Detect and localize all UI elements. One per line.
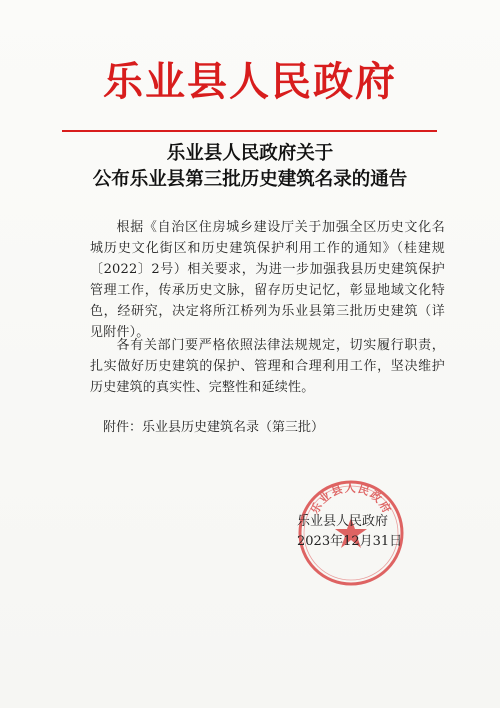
notice-title-line-2: 公布乐业县第三批历史建筑名录的通告	[92, 169, 408, 190]
signature-organization: 乐业县人民政府	[297, 514, 389, 529]
body-paragraph-1-text: 根据《自治区住房城乡建设厅关于加强全区历史文化名城历史文化街区和历史建筑保护利用工作的通知》（桂建规〔2022〕2号）相关要求，为进一步加强我县历史建筑保护管理工作，传承历史文脉，留存历史记忆，彰显地域文化特色，经研究，决定将所江桥列为乐业县第三批历史建筑（详见附件）。	[90, 220, 445, 340]
attachment-line: 附件：乐业县历史建筑名录（第三批）	[103, 420, 325, 435]
body-paragraph-2-text: 各有关部门要严格依照法律法规规定，切实履行职责，扎实做好历史建筑的保护、管理和合理利用工作，坚决维护历史建筑的真实性、完整性和延续性。	[90, 338, 445, 395]
letterhead-divider	[62, 130, 437, 132]
letterhead-title: 乐业县人民政府	[103, 59, 397, 105]
body-paragraph-1	[90, 217, 445, 343]
signature-date: 2023年12月31日	[297, 534, 403, 549]
body-paragraph-2	[90, 335, 445, 398]
svg-text:乐业县人民政府: 乐业县人民政府	[308, 481, 394, 517]
notice-title-line-1: 乐业县人民政府关于	[166, 143, 334, 164]
